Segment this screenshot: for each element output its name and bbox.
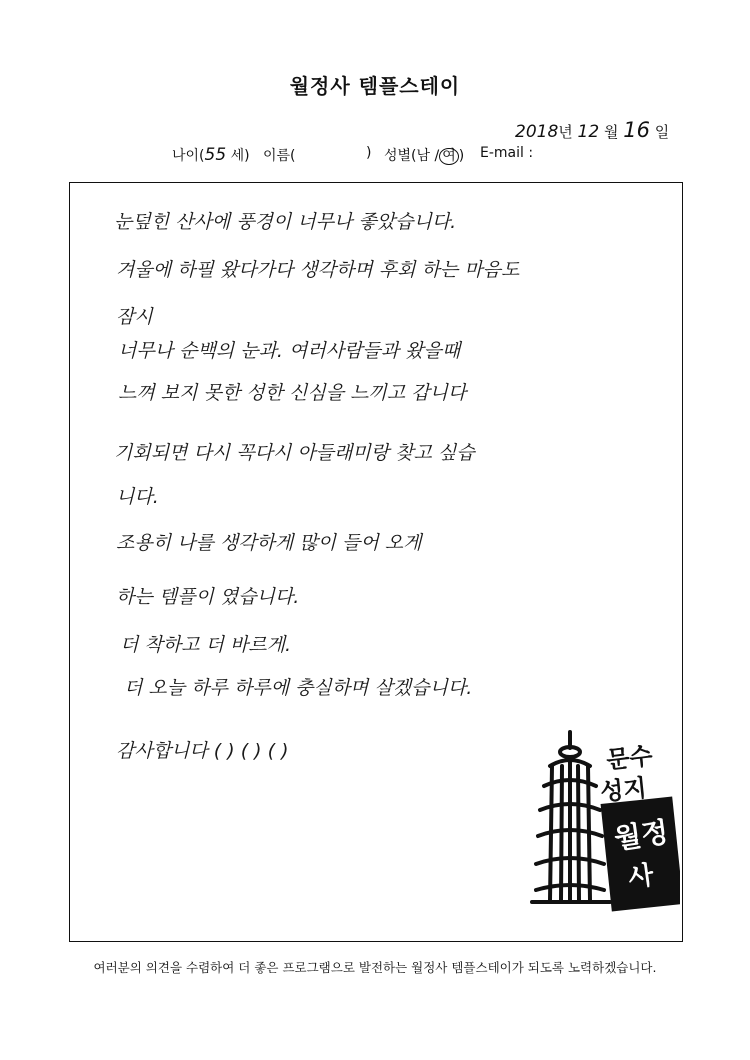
handwritten-line: 더 오늘 하루 하루에 충실하며 살겠습니다.: [124, 677, 473, 699]
date-day-unit: 일: [654, 123, 670, 141]
gender-label: 성별(남 /: [384, 148, 440, 164]
date-day: 16: [623, 118, 650, 142]
name-close: ): [366, 145, 372, 161]
date-year-unit: 년: [558, 123, 573, 141]
handwritten-line: 조용히 나를 생각하게 많이 들어 오게: [116, 532, 422, 554]
handwritten-line: 하는 템플이 였습니다.: [116, 586, 300, 608]
handwritten-line: 눈덮힌 산사에 풍경이 너무나 좋았습니다.: [114, 211, 457, 233]
handwritten-line: 너무나 순백의 눈과. 여러사람들과 왔을때: [118, 340, 461, 362]
stamp-text-line3: 월정: [612, 815, 671, 856]
stamp-text-line2: 성지: [598, 773, 648, 807]
age-field: [172, 145, 250, 165]
date-month: 12: [577, 122, 600, 142]
gender-selected-circle: 여: [439, 148, 459, 165]
email-label: E-mail :: [480, 145, 534, 161]
date-month-unit: 월: [603, 123, 619, 141]
date-year: 2018: [515, 122, 559, 142]
handwritten-line: 느껴 보지 못한 성한 신심을 느끼고 갑니다: [118, 382, 467, 404]
handwritten-line: 감사합니다 ( ) ( ) ( ): [116, 740, 289, 762]
handwritten-line: 기회되면 다시 꼭다시 아들래미랑 찾고 싶습: [114, 442, 475, 464]
age-value: 55: [204, 145, 227, 165]
age-label: 나이(: [172, 148, 205, 164]
gender-close: ): [458, 148, 465, 164]
temple-stamp: [530, 730, 680, 920]
handwritten-line: 니다.: [116, 486, 159, 508]
date-line: [515, 118, 669, 142]
stamp-text-line4: 사: [626, 860, 656, 894]
handwritten-line: 겨울에 하필 왔다가다 생각하며 후회 하는 마음도: [116, 259, 520, 281]
name-field: [263, 145, 296, 165]
stamp-text-line1: 문수: [604, 741, 654, 775]
name-label: 이름(: [263, 148, 296, 164]
handwritten-line: 잠시: [116, 306, 153, 328]
age-unit: 세): [226, 148, 250, 164]
footer-note: 여러분의 의견을 수렴하여 더 좋은 프로그램으로 발전하는 월정사 템플스테이가 되도록 노력하겠습니다.: [93, 960, 657, 975]
page-title: 월정사 템플스테이: [289, 74, 461, 98]
handwritten-line: 더 착하고 더 바르게.: [120, 634, 291, 656]
gender-field: [384, 145, 464, 165]
